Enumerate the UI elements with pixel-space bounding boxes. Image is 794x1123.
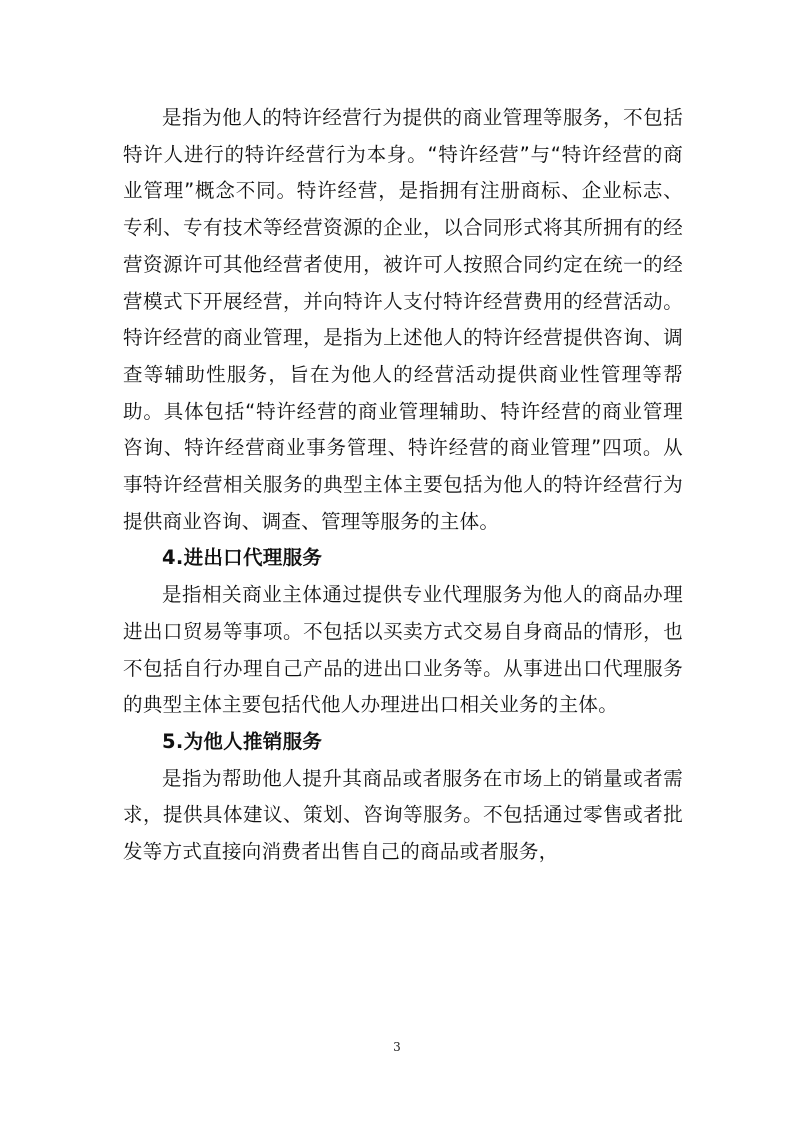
document-body — [123, 100, 683, 871]
section-heading-import-export-agency: 4.进出口代理服务 — [162, 546, 323, 570]
page-number: 3 — [393, 1040, 401, 1054]
paragraph-franchise: 是指为他人的特许经营行为提供的商业管理等服务，不包括特许人进行的特许经营行为本身。“特许经营”与“特许经营的商业管理”概念不同。特许经营，是指拥有注册商标、企业标志、专利、专有技术等经营资源的企业，以合同形式将其所拥有的经营资源许可其他经营者使用，被许可人按照合同约定在统一的经营模式下开展经营，并向特许人支付特许经营费用的经营活动。特许经营的商业管理，是指为上述他人的特许经营提供咨询、调查等辅助性服务，旨在为他人的经营活动提供商业性管理等帮助。具体包括“特许经营的商业管理辅助、特许经营的商业管理咨询、特许经营商业事务管理、特许经营的商业管理”四项。从事特许经营相关服务的典型主体主要包括为他人的特许经营行为提供商业咨询、调查、管理等服务的主体。 — [123, 106, 683, 533]
paragraph-sales-promotion: 是指为帮助他人提升其商品或者服务在市场上的销量或者需求，提供具体建议、策划、咨询等服务。不包括通过零售或者批发等方式直接向消费者出售自己的商品或者服务， — [123, 766, 683, 864]
section-heading-sales-promotion: 5.为他人推销服务 — [162, 729, 323, 753]
paragraph-import-export-agency: 是指相关商业主体通过提供专业代理服务为他人的商品办理进出口贸易等事项。不包括以买卖方式交易自身商品的情形，也不包括自行办理自己产品的进出口业务等。从事进出口代理服务的典型主体主要包括代他人办理进出口相关业务的主体。 — [123, 583, 683, 717]
